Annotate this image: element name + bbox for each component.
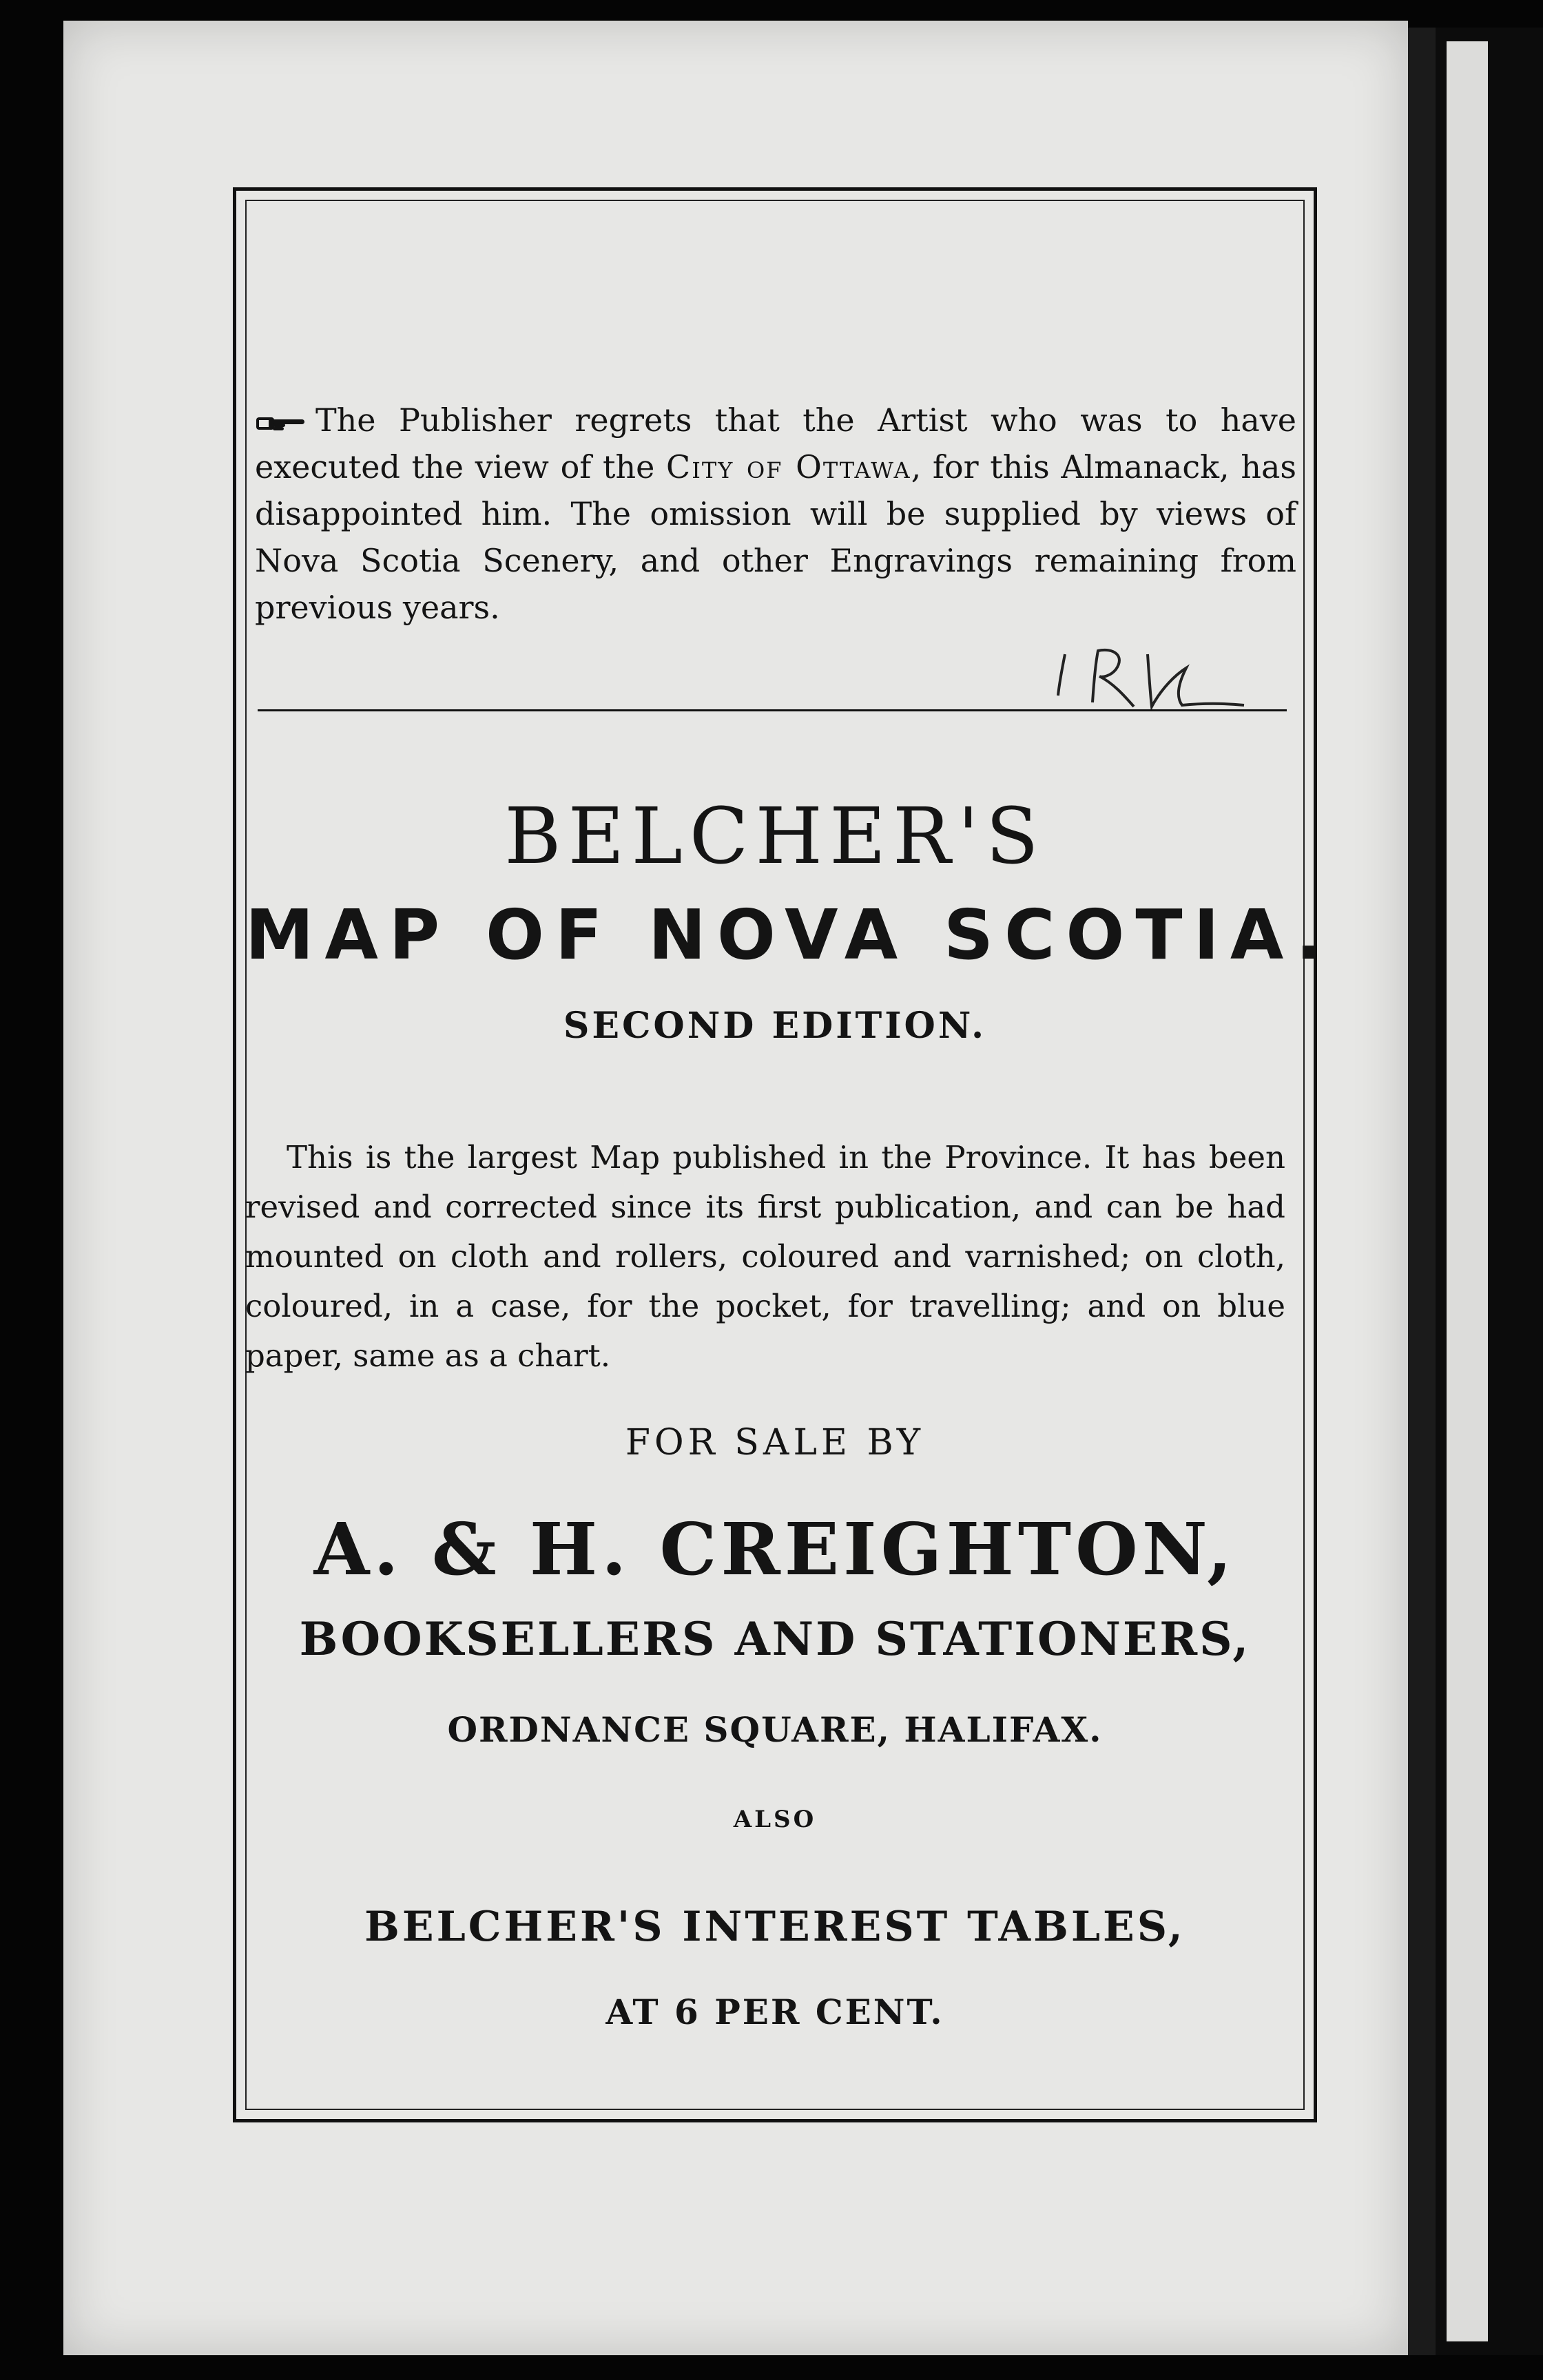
page-binding-edge	[1408, 28, 1436, 2355]
publisher-notice	[255, 397, 1296, 631]
title-map-of-nova-scotia: MAP OF NOVA SCOTIA.	[245, 895, 1334, 975]
notice-text-end: , for this Almanack, has disappointed him. The omission will be supplied by views of Nova Scotia Scenery, and other Engravings remaining from previous years.	[255, 448, 1296, 626]
interest-rate: AT 6 PER CENT.	[605, 1992, 944, 2032]
seller-trade: BOOKSELLERS AND STATIONERS,	[299, 1612, 1251, 1666]
also-label: ALSO	[733, 1806, 817, 1833]
map-description: This is the largest Map published in the Province. It has been revised and corrected since its first publication, and can be had mounted on cloth and rollers, coloured and varnished; on cloth, coloured, in a case, for the pocket, for travelling; and on blue paper, same as a chart.	[245, 1139, 1285, 1374]
title-belchers: BELCHER'S	[504, 792, 1046, 881]
advertisement-panel	[245, 200, 1334, 2110]
seller-name: A. & H. CREIGHTON,	[313, 1507, 1236, 1591]
city-of-ottawa: City of Ottawa	[666, 448, 911, 486]
pointing-hand-icon	[255, 413, 307, 432]
for-sale-by: FOR SALE BY	[625, 1422, 925, 1463]
edition-label: SECOND EDITION.	[563, 1005, 987, 1047]
seller-address: ORDNANCE SQUARE, HALIFAX.	[447, 1709, 1103, 1750]
interest-tables-title: BELCHER'S INTEREST TABLES,	[364, 1903, 1185, 1951]
notice-text-start: The Publisher regrets that the Artist who was to have executed the view of the	[255, 401, 1296, 486]
adjacent-page-strip	[1447, 41, 1488, 2341]
horizontal-rule	[258, 709, 1287, 711]
handwritten-initials	[1044, 640, 1251, 716]
